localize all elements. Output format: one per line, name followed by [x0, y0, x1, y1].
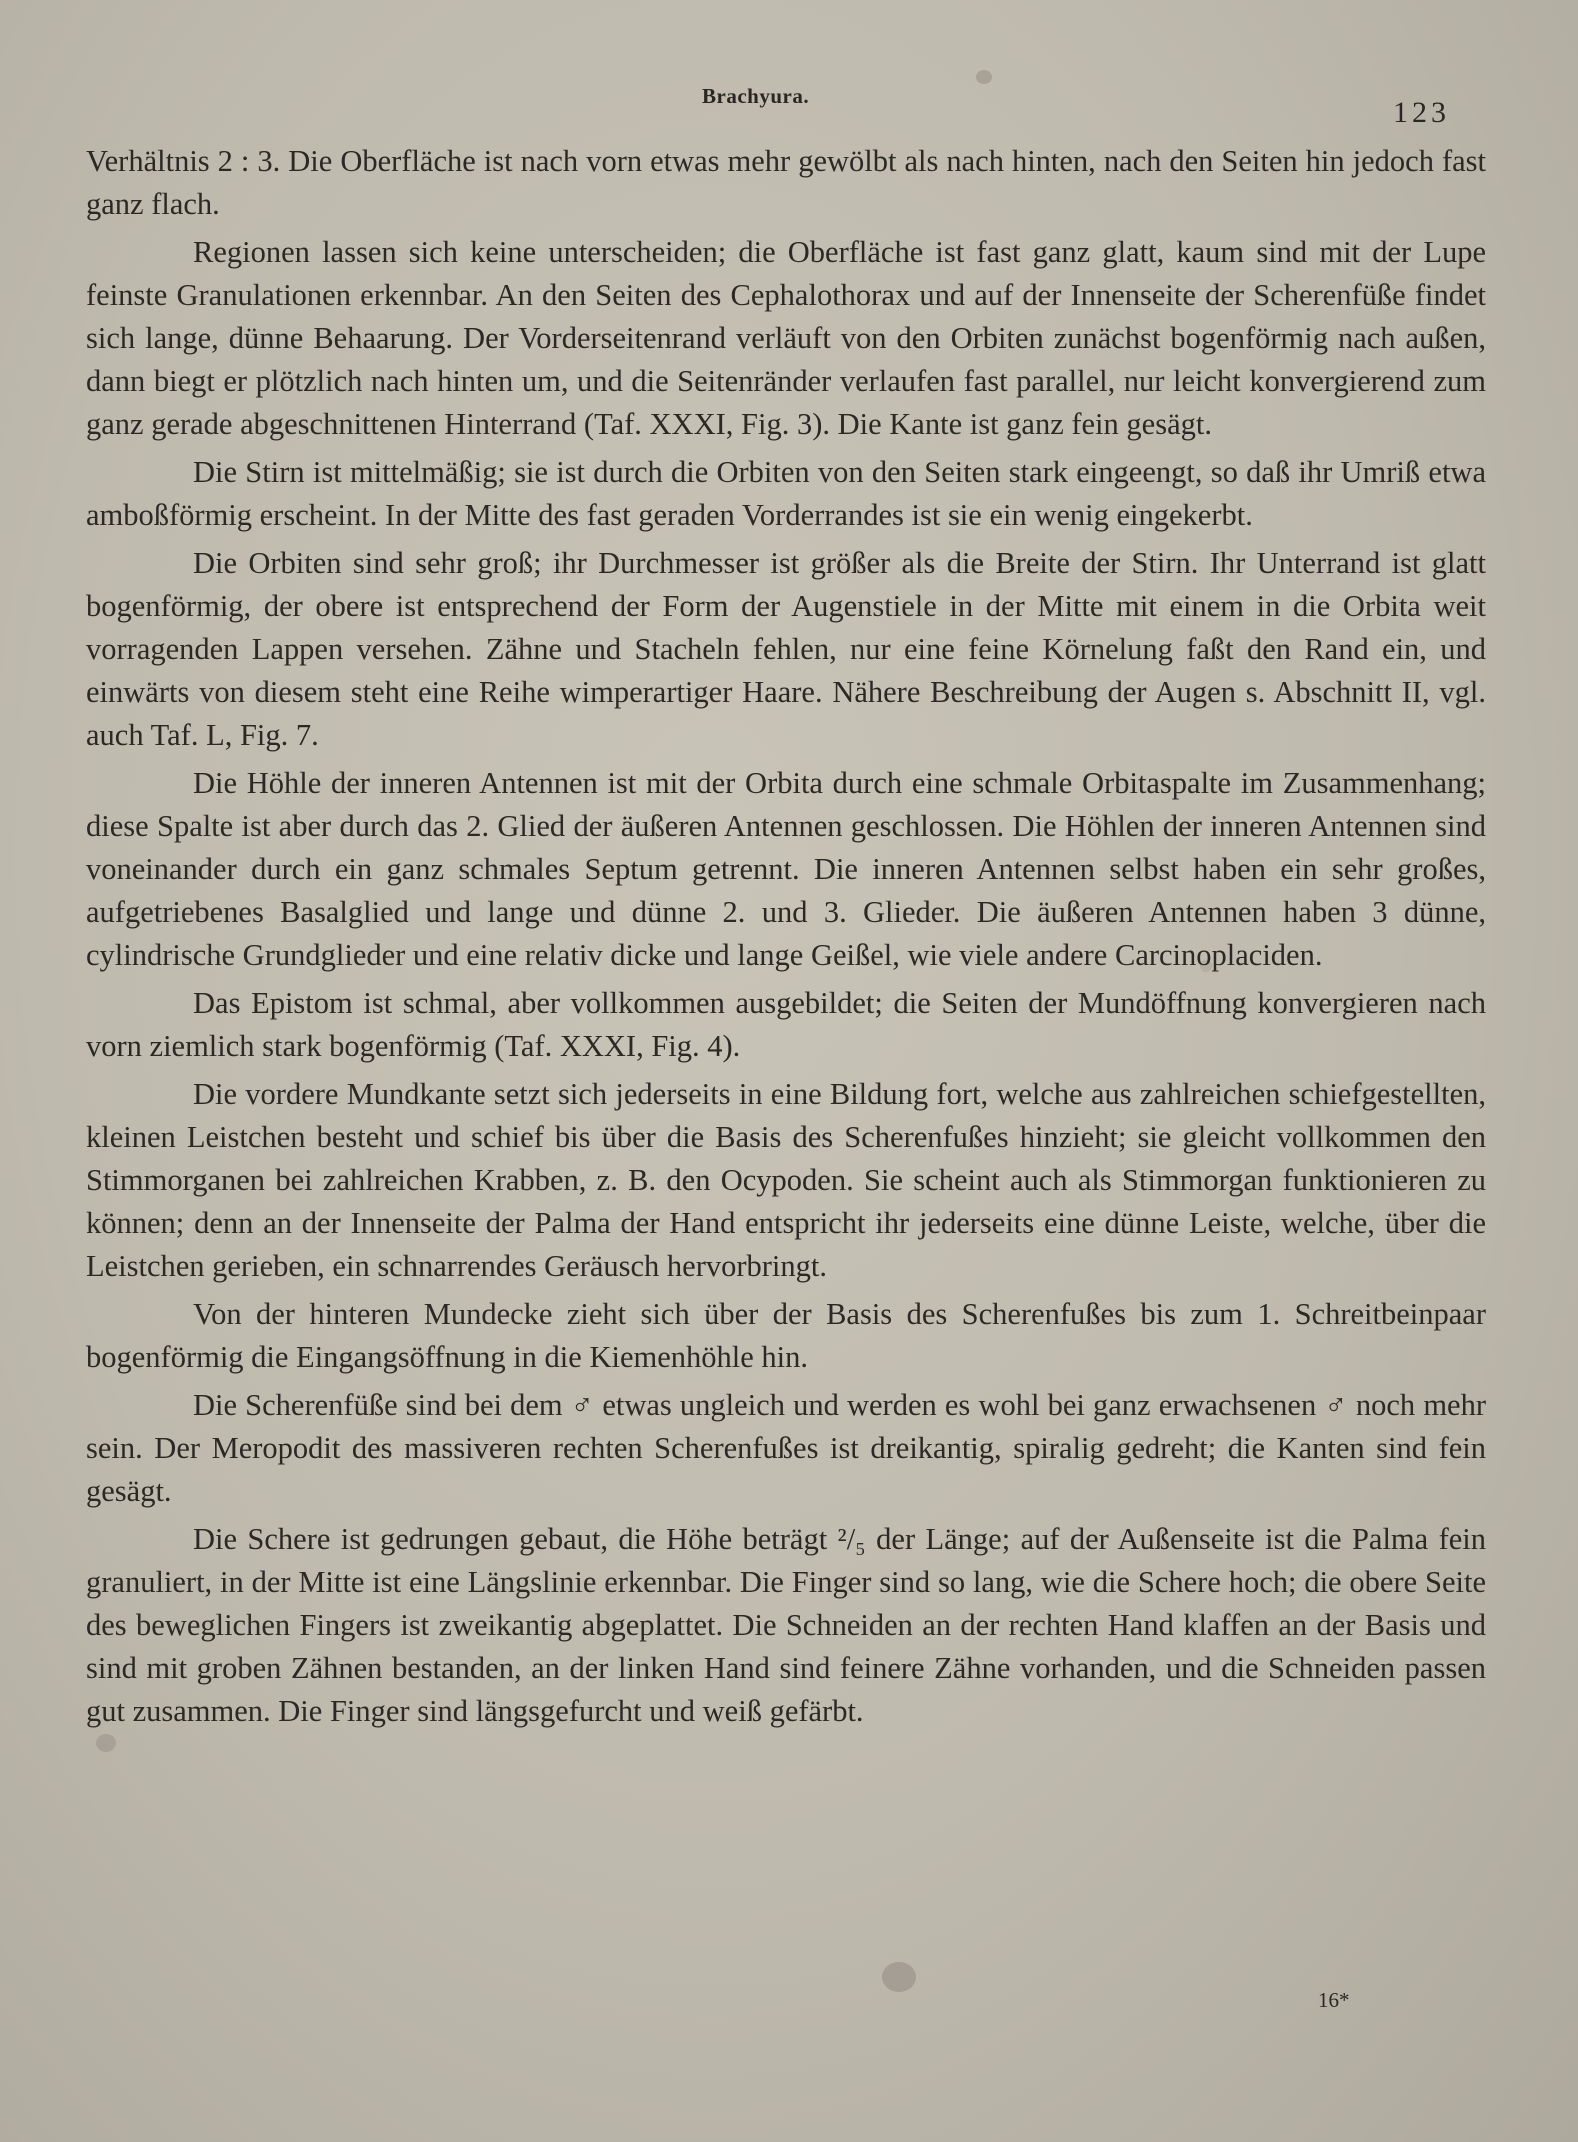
paragraph: Regionen lassen sich keine unterscheiden; die Oberfläche ist fast ganz glatt, kaum sind mit der Lupe feinste Granulationen erkennbar. An den Seiten des Cephalothorax und auf der Innenseite der Scherenfüße findet sich lange, dünne Behaarung. Der Vorderseitenrand verläuft von den Orbiten zunächst bogenförmig nach außen, dann biegt er plötzlich nach hinten um, und die Seitenränder verlaufen fast parallel, nur leicht konvergierend zum ganz gerade abgeschnittenen Hinterrand (Taf. XXXI, Fig. 3). Die Kante ist ganz fein gesägt. — [86, 235, 1486, 441]
paper-smudge — [976, 70, 992, 84]
paper-smudge — [882, 1962, 916, 1992]
page-number: 123 — [1393, 96, 1450, 129]
page-header — [0, 84, 1578, 129]
body-text — [86, 140, 1486, 1738]
paragraph: Die Schere ist gedrungen gebaut, die Höhe beträgt ²/₅ der Länge; auf der Außenseite ist die Palma fein granuliert, in der Mitte ist eine Längslinie erkennbar. Die Finger sind so lang, wie die Schere hoch; die obere Seite des beweglichen Fingers ist zweikantig abgeplattet. Die Schneiden an der rechten Hand klaffen an der Basis und sind mit groben Zähnen bestanden, an der linken Hand sind feinere Zähne vorhanden, und die Schneiden passen gut zusammen. Die Finger sind längsgefurcht und weiß gefärbt. — [86, 1522, 1486, 1728]
paragraph: Von der hinteren Mundecke zieht sich über der Basis des Scherenfußes bis zum 1. Schreitbeinpaar bogenförmig die Eingangsöffnung in die Kiemenhöhle hin. — [86, 1297, 1486, 1374]
paragraph: Die Höhle der inneren Antennen ist mit der Orbita durch eine schmale Orbitaspalte im Zusammenhang; diese Spalte ist aber durch das 2. Glied der äußeren Antennen geschlossen. Die Höhlen der inneren Antennen sind voneinander durch ein ganz schmales Septum getrennt. Die inneren Antennen selbst haben ein sehr großes, aufgetriebenes Basalglied und lange und dünne 2. und 3. Glieder. Die äußeren Antennen haben 3 dünne, cylindrische Grundglieder und eine relativ dicke und lange Geißel, wie viele andere Carcinoplaciden. — [86, 766, 1486, 972]
paragraph: Die vordere Mundkante setzt sich jederseits in eine Bildung fort, welche aus zahlreichen schiefgestellten, kleinen Leistchen besteht und schief bis über die Basis des Scherenfußes hinzieht; sie gleicht vollkommen den Stimmorganen bei zahlreichen Krabben, z. B. den Ocypoden. Sie scheint auch als Stimmorgan funktionieren zu können; denn an der Innenseite der Palma der Hand entspricht ihr jederseits eine dünne Leiste, welche, über die Leistchen gerieben, ein schnarrendes Geräusch hervorbringt. — [86, 1077, 1486, 1283]
signature-mark: 16* — [1318, 1988, 1350, 2012]
running-title: Brachyura. — [702, 84, 810, 108]
paragraph: Die Stirn ist mittelmäßig; sie ist durch die Orbiten von den Seiten stark eingeengt, so daß ihr Umriß etwa amboßförmig erscheint. In der Mitte des fast geraden Vorderrandes ist sie ein wenig eingekerbt. — [86, 455, 1486, 532]
paragraph: Die Orbiten sind sehr groß; ihr Durchmesser ist größer als die Breite der Stirn. Ihr Unterrand ist glatt bogenförmig, der obere ist entsprechend der Form der Augenstiele in der Mitte mit einem in die Orbita weit vorragenden Lappen versehen. Zähne und Stacheln fehlen, nur eine feine Körnelung faßt den Rand ein, und einwärts von diesem steht eine Reihe wimperartiger Haare. Nähere Beschreibung der Augen s. Abschnitt II, vgl. auch Taf. L, Fig. 7. — [86, 546, 1486, 752]
paragraph: Verhältnis 2 : 3. Die Oberfläche ist nach vorn etwas mehr gewölbt als nach hinten, nach den Seiten hin jedoch fast ganz flach. — [86, 144, 1486, 221]
paragraph: Das Epistom ist schmal, aber vollkommen ausgebildet; die Seiten der Mundöffnung konvergieren nach vorn ziemlich stark bogenförmig (Taf. XXXI, Fig. 4). — [86, 986, 1486, 1063]
paragraph: Die Scherenfüße sind bei dem ♂ etwas ungleich und werden es wohl bei ganz erwachsenen ♂ noch mehr sein. Der Meropodit des massiveren rechten Scherenfußes ist dreikantig, spiralig gedreht; die Kanten sind fein gesägt. — [86, 1388, 1486, 1508]
